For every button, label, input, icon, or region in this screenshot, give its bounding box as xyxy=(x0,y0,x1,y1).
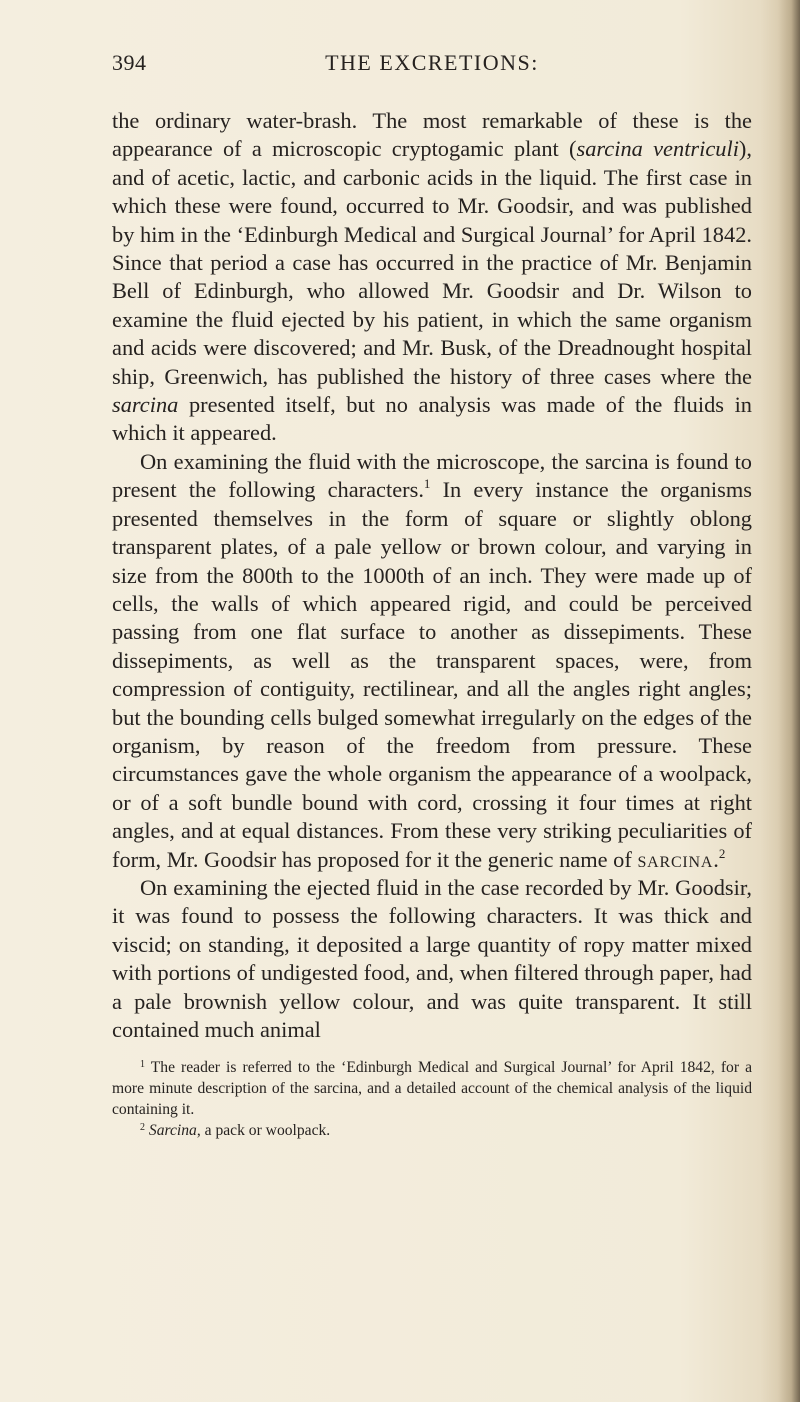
footnote-1: $^1$ The reader is referred to the ‘Edinburgh Medical and Surgical Journal’ for April 1842, for a more minute description of the sarcina, and a detailed account of the chemical analysis of the liquid containing it. xyxy=(112,1059,752,1118)
page-header xyxy=(112,50,752,80)
footnote-ref-2: 2 xyxy=(718,845,726,861)
page-edge-shadow xyxy=(778,0,800,1402)
paragraph-1: the ordinary water-brash. The most remarkable of these is the appearance of a microscopic cryptogamic plant (sarcina ventriculi), and of acetic, lactic, and carbonic acids in the liquid. The first case in which these were found, occurred to Mr. Goodsir, and was published by him in the ‘Edinburgh Medical and Surgical Journal’ for April 1842. Since that period a case has occurred in the practice of Mr. Benjamin Bell of Edinburgh, who allowed Mr. Goodsir and Dr. Wilson to examine the fluid ejected by his patient, in which the same organism and acids were discovered; and Mr. Busk, of the Dreadnought hospital ship, Greenwich, has published the history of three cases where the sarcina presented itself, but no analysis was made of the fluids in which it appeared. xyxy=(112,108,752,446)
paragraph-2: On examining the fluid with the microscope, the sarcina is found to present the following characters.$^1$ In every instance the organisms presented themselves in the form of square or slightly oblong transparent plates, of a pale yellow or brown colour, and varying in size from the 800th to the 1000th of an inch. They were made up of cells, the walls of which appeared rigid, and could be perceived passing from one flat surface to another as dissepiments. These dissepiments, as well as the transparent spaces, were, from compression of contiguity, rectilinear, and all the angles right angles; but the bounding cells bulged somewhat irregularly on the edges of the organism, by reason of the freedom from pressure. These circumstances gave the whole organism the appearance of a woolpack, or of a soft bundle bound with cord, crossing it four times at right angles, and at equal distances. From these very striking peculiarities of form, Mr. Goodsir has proposed for it the generic name of sarcina.$^2$ xyxy=(112,448,752,872)
italic-term: sarcina ventriculi xyxy=(576,136,739,162)
footnote-ref-1: 1 xyxy=(423,476,431,492)
page-number: 394 xyxy=(112,50,147,75)
footnotes xyxy=(112,1057,752,1141)
running-title: THE EXCRETIONS: xyxy=(325,50,539,75)
body-text xyxy=(112,107,752,1044)
paragraph-3: On examining the ejected fluid in the case recorded by Mr. Goodsir, it was found to possess the following characters. It was thick and viscid; on standing, it deposited a large quantity of ropy matter mixed with portions of undigested food, and, when filtered through paper, had a pale brownish yellow colour, and was quite transparent. It still contained much animal xyxy=(112,874,752,1042)
small-caps-term: sarcina xyxy=(637,846,714,872)
footnote-2: $^2$ Sarcina, a pack or woolpack. xyxy=(140,1122,331,1139)
italic-term: sarcina xyxy=(112,392,179,418)
